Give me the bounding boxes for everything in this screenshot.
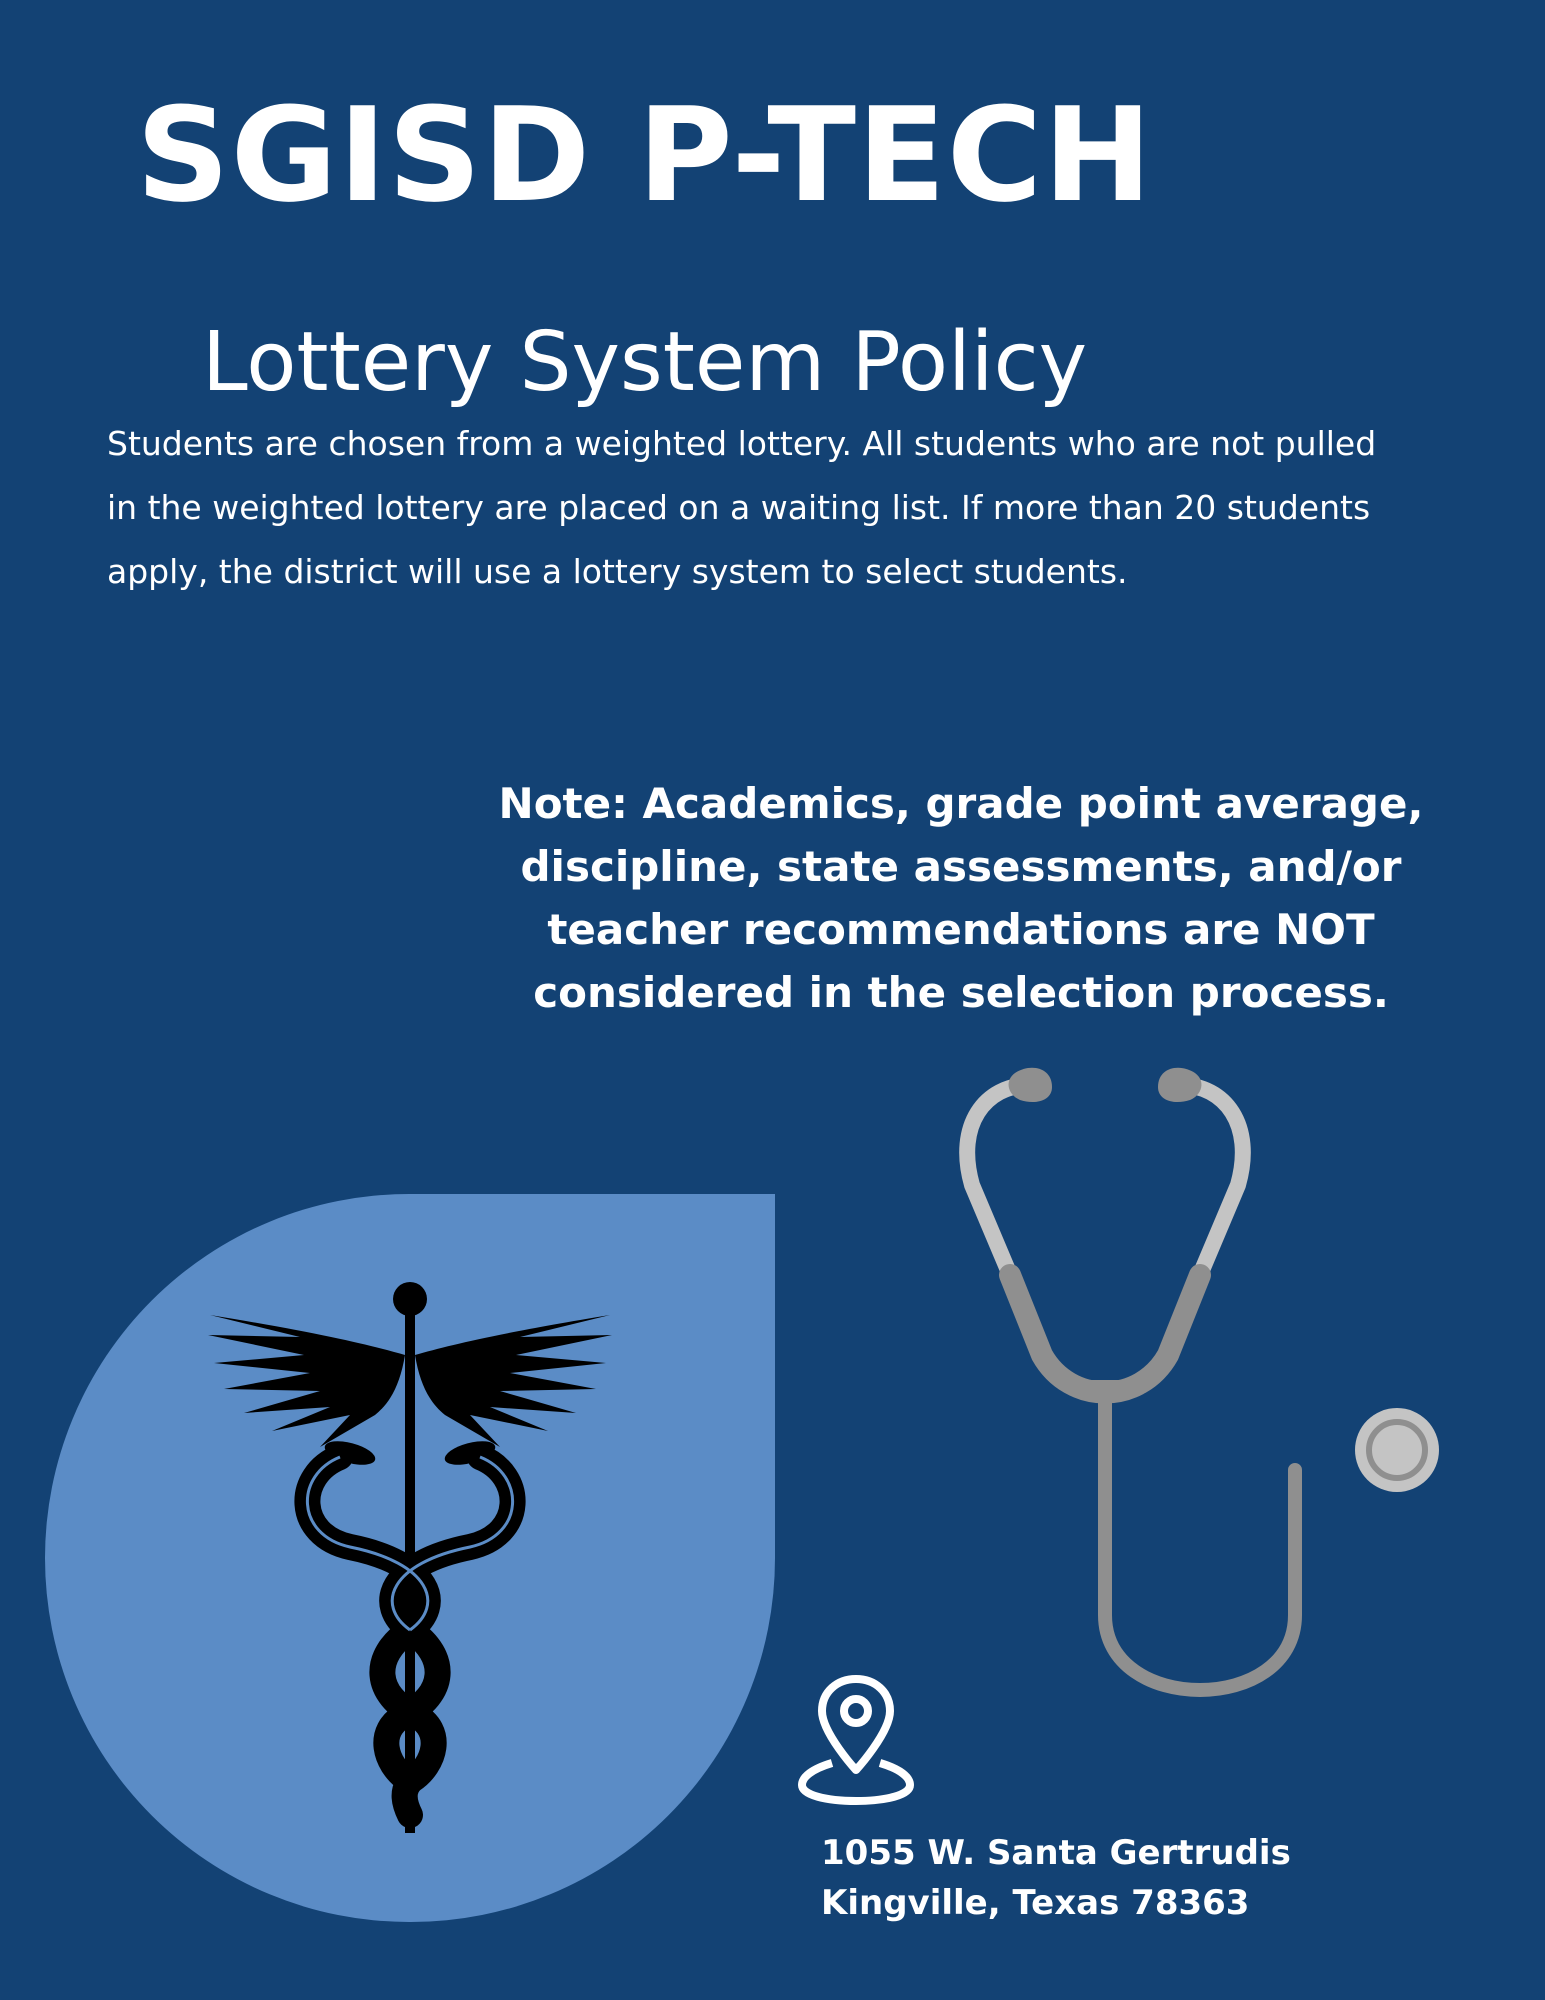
caduceus-icon — [200, 1275, 620, 1835]
address-line-2: Kingville, Texas 78363 — [821, 1883, 1250, 1923]
address-line-1: 1055 W. Santa Gertrudis — [821, 1833, 1291, 1873]
location-pin-icon — [796, 1675, 916, 1805]
page-subtitle: Lottery System Policy — [202, 315, 1088, 410]
page-title: SGISD P-TECH — [136, 79, 1154, 231]
address — [821, 1828, 1291, 1928]
note-text: Note: Academics, grade point average, discipline, state assessments, and/or teacher recommendations are NOT considered in the selection process. — [498, 779, 1424, 1017]
policy-text: Students are chosen from a weighted lottery. All students who are not pulled in the weighted lottery are placed on a waiting list. If more than 20 students apply, the district will use a lottery system to select students. — [107, 424, 1377, 591]
stethoscope-icon — [930, 1055, 1450, 1755]
